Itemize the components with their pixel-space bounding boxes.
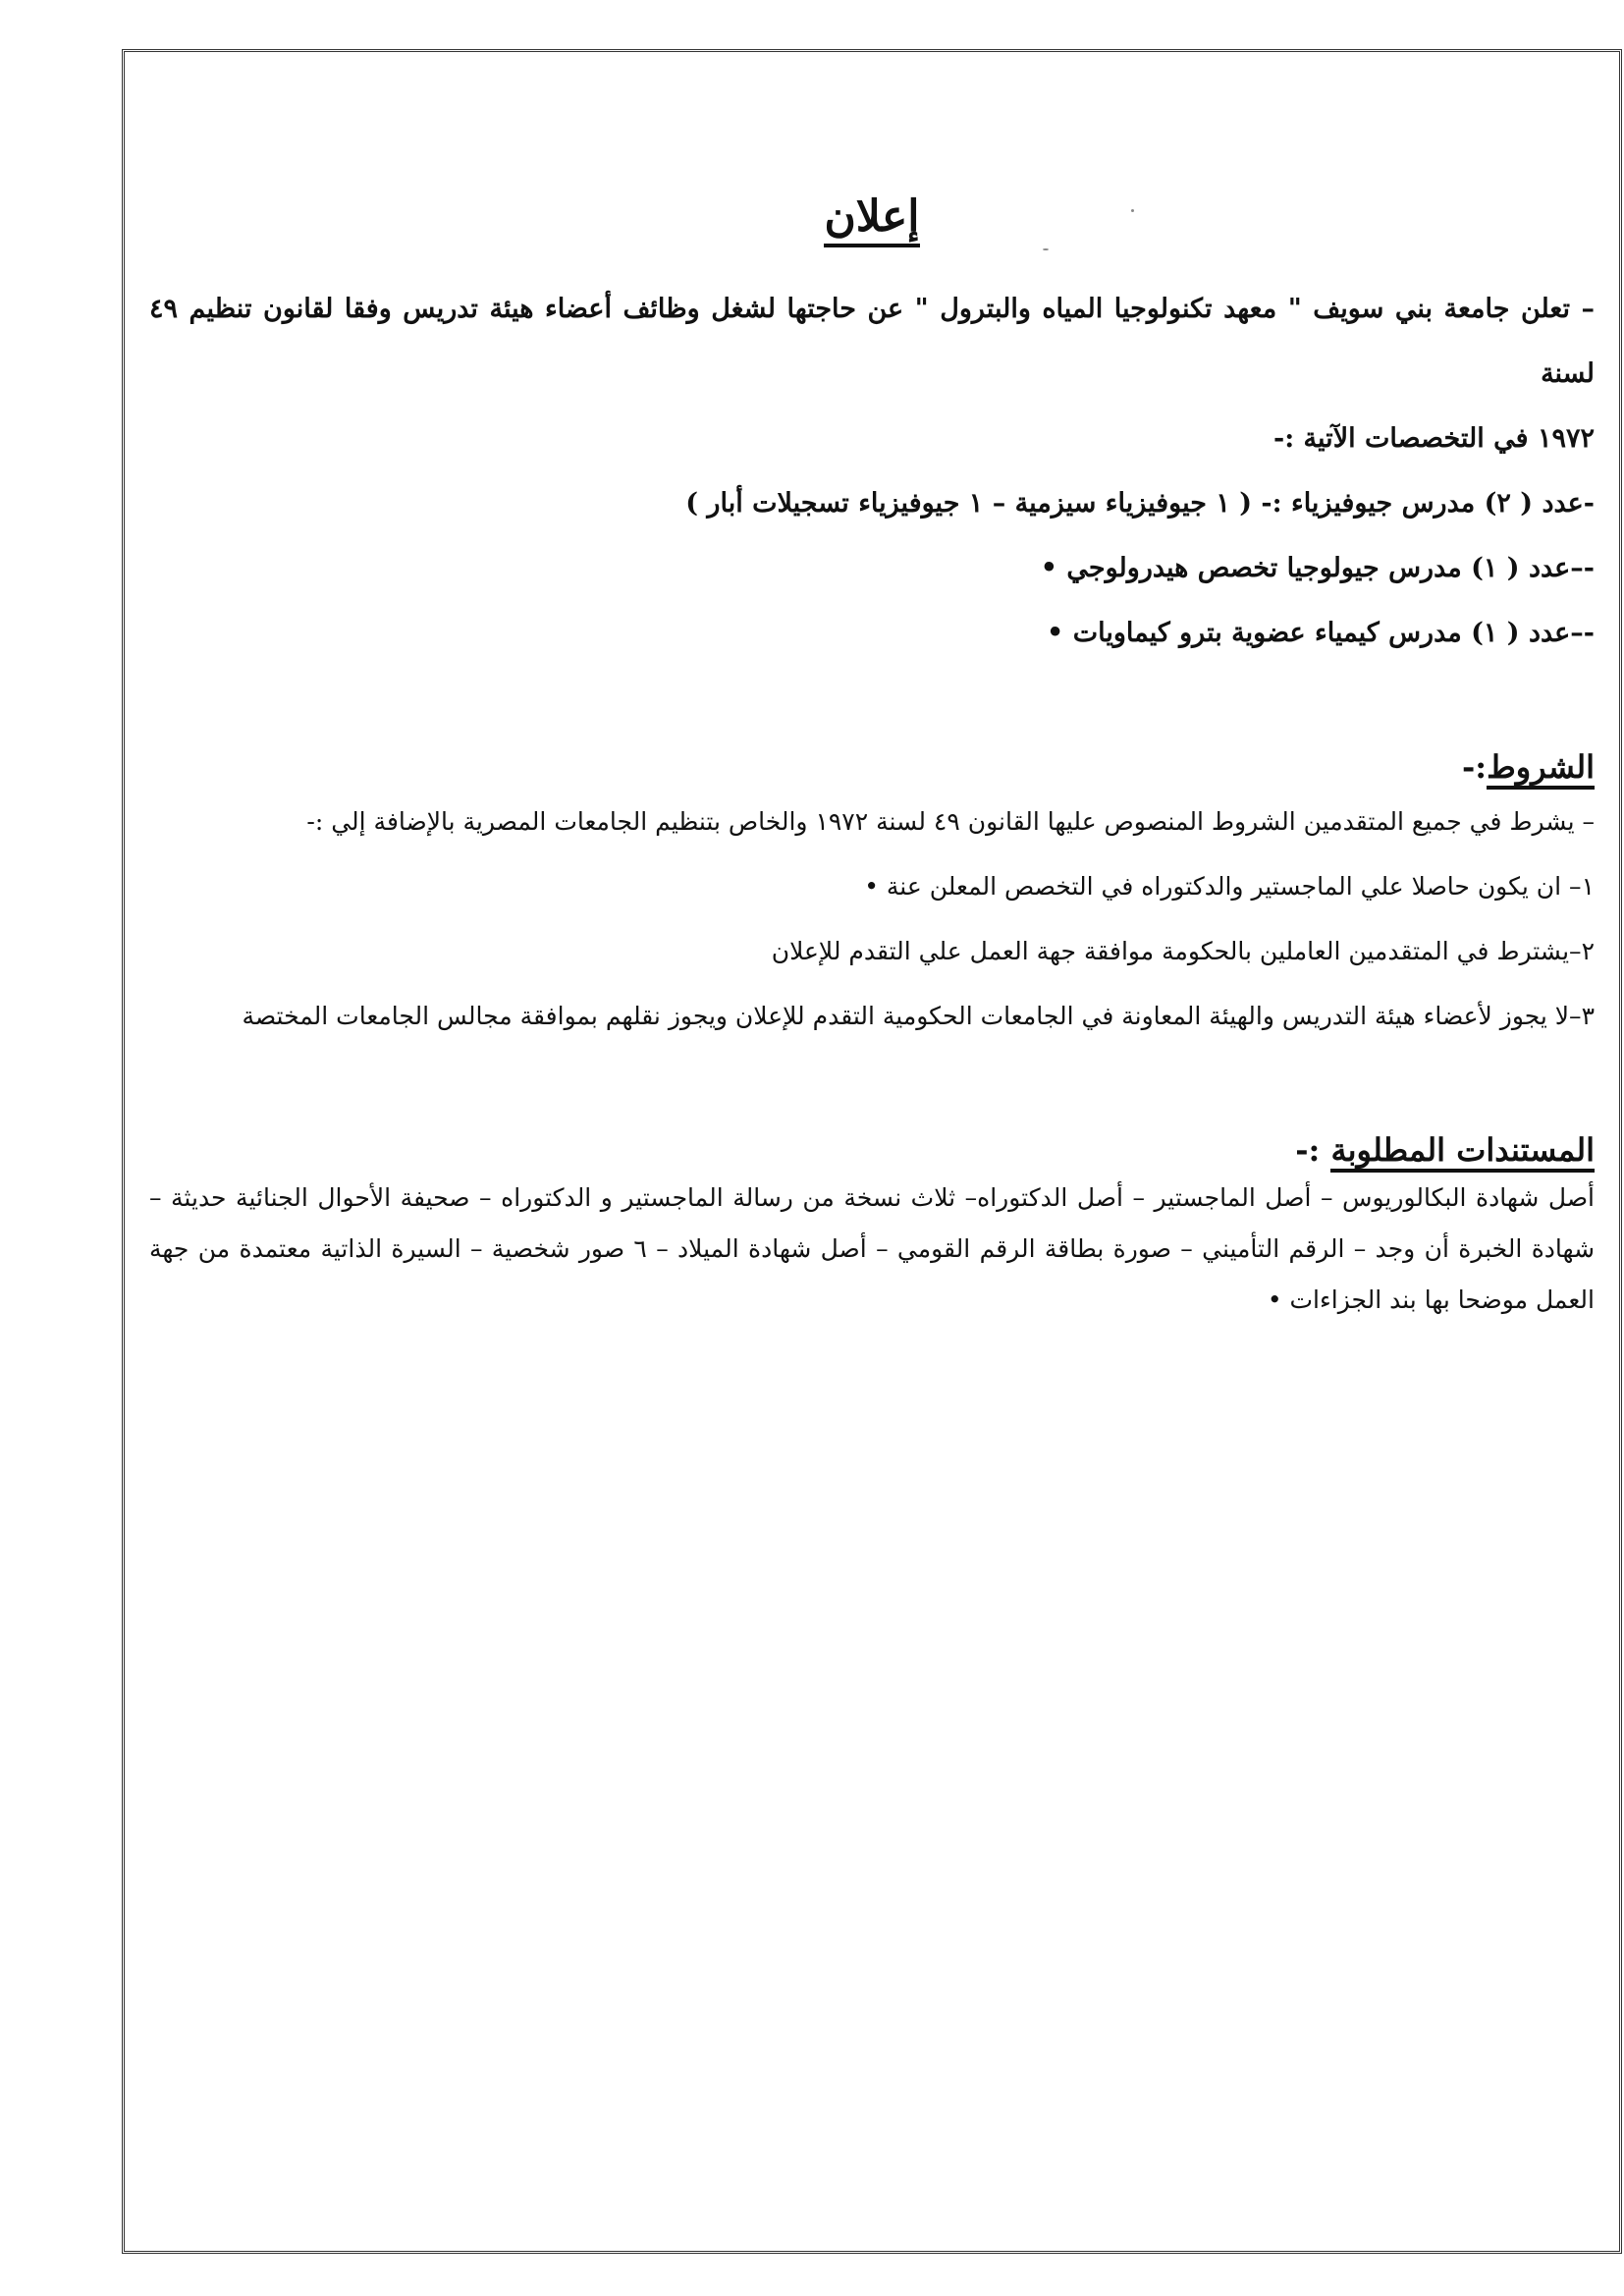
position-item: -–عدد ( ١) مدرس كيمياء عضوية بترو كيماويات • (1047, 618, 1595, 648)
condition-item: ٢–يشترط في المتقدمين العاملين بالحكومة موافقة جهة العمل علي التقدم للإعلان (771, 937, 1595, 965)
required-documents-heading-text: المستندات المطلوبة (1330, 1131, 1595, 1173)
position-item: -عدد ( ٢) مدرس جيوفيزياء :- ( ١ جيوفيزياء سيزمية – ١ جيوفيزياء تسجيلات أبار ) (685, 488, 1595, 519)
condition-item: ١– ان يكون حاصلا علي الماجستير والدكتوراه في التخصص المعلن عنة • (864, 872, 1595, 901)
required-documents-text: أصل شهادة البكالوريوس – أصل الماجستير – أصل الدكتوراه– ثلاث نسخة من رسالة الماجستير و الدكتوراه – صحيفة الأحوال الجنائية حديثة – شهادة الخبرة أن وجد – الرقم التأميني – صورة بطاقة الرقم القومي – أصل شهادة الميلاد – ٦ صور شخصية – السيرة الذاتية معتمدة من جهة العمل موضحا بها بند الجزاءات • (149, 1183, 1596, 1314)
condition-item: ٣–لا يجوز لأعضاء هيئة التدريس والهيئة المعاونة في الجامعات الحكومية التقدم للإعلان ويجوز نقلهم بموافقة مجالس الجامعات المختصة (242, 1002, 1595, 1030)
intro-paragraph-line2: ١٩٧٢ في التخصصات الآتية :- (1272, 423, 1595, 454)
document-title (149, 191, 1595, 242)
conditions-heading-suffix: :- (1462, 748, 1488, 786)
conditions-heading-text: الشروط (1487, 748, 1595, 790)
required-documents-heading-suffix: :- (1295, 1131, 1331, 1169)
title-text: إعلان (824, 191, 919, 247)
position-item: -–عدد ( ١) مدرس جيولوجيا تخصص هيدرولوجي • (1040, 553, 1595, 583)
announcement-document (149, 191, 1595, 1326)
condition-item: – يشرط في جميع المتقدمين الشروط المنصوص عليها القانون ٤٩ لسنة ١٩٧٢ والخاص بتنظيم الجامعات المصرية بالإضافة إلي :- (306, 807, 1595, 836)
required-documents-heading (149, 1131, 1595, 1169)
conditions-heading (149, 748, 1595, 786)
intro-paragraph-line1: – تعلن جامعة بني سويف " معهد تكنولوجيا المياه والبترول " عن حاجتها لشغل وظائف أعضاء هيئة تدريس وفقا لقانون تنظيم ٤٩ لسنة (149, 294, 1595, 389)
